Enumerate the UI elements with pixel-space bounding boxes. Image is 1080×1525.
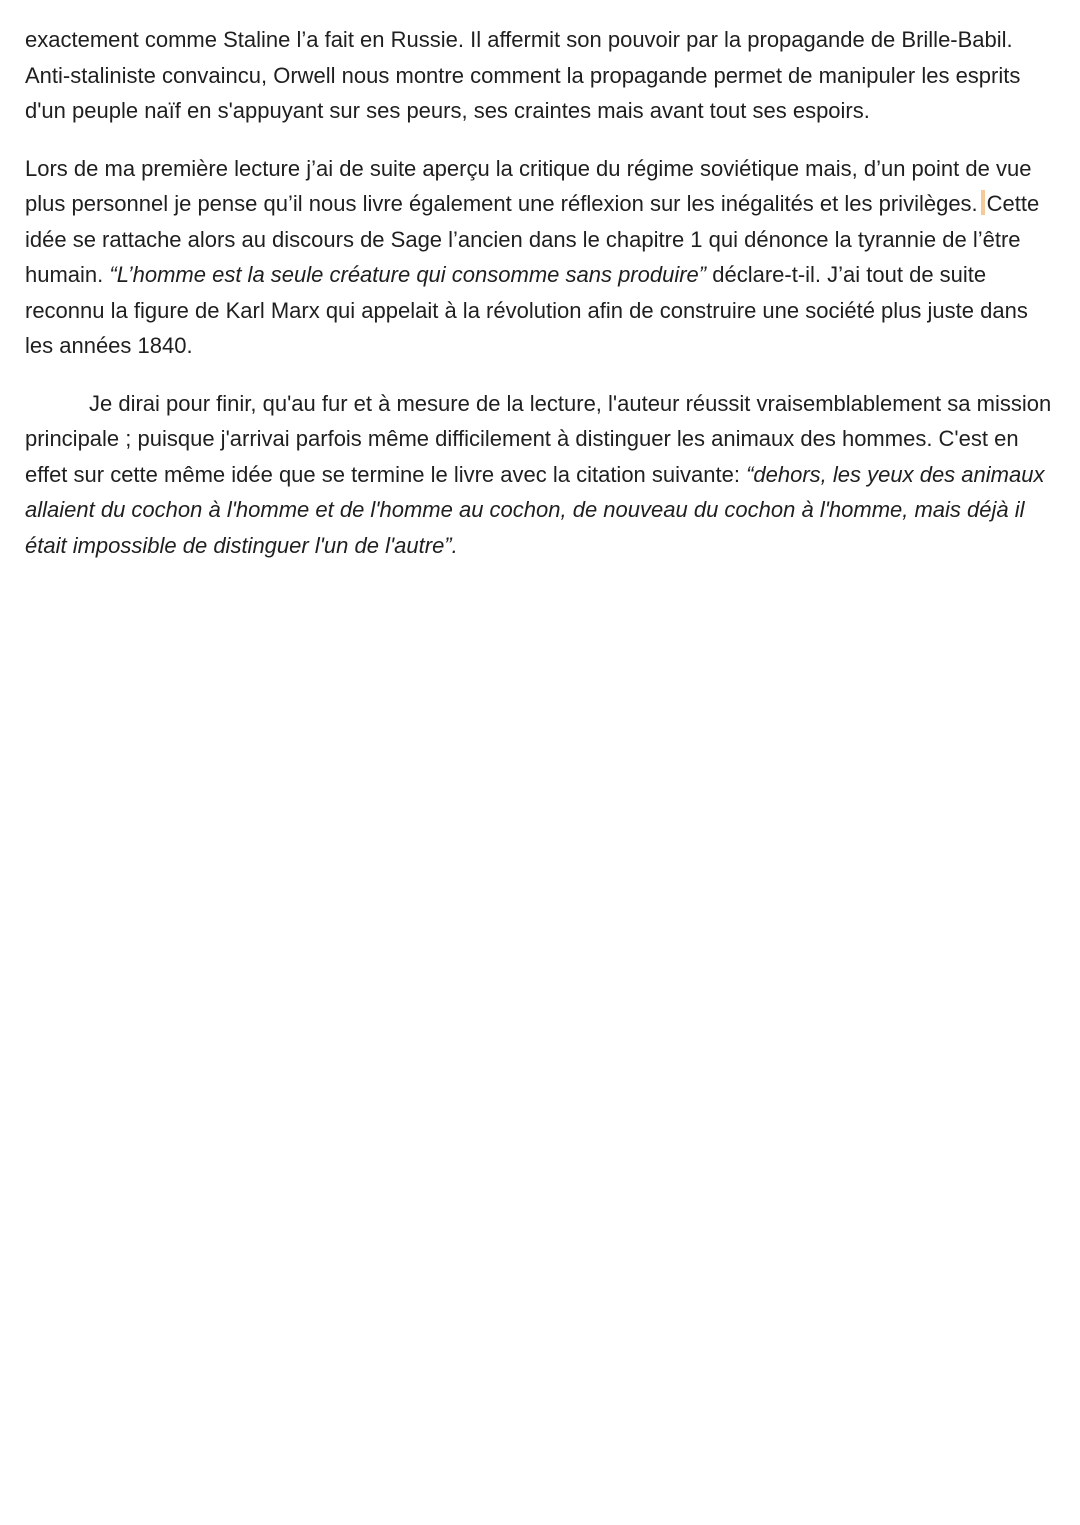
paragraph-3 — [25, 386, 1055, 564]
paragraph-2-text-a: Lors de ma première lecture j’ai de suite aperçu la critique du régime soviétique mais, d’un point de vue plus personnel je pense qu’il nous livre également une réflexion sur les inégalités et les privilèges. — [25, 155, 1032, 216]
paragraph-3-text: Je dirai pour finir, qu'au fur et à mesure de la lecture, l'auteur réussit vraisemblablement sa mission principale ; puisque j'arrivai parfois même difficilement à distinguer les animaux des hommes. C'est en effet sur cette même idée que se termine le livre avec la citation suivante: — [25, 390, 1052, 487]
paragraph-1: exactement comme Staline l’a fait en Russie. Il affermit son pouvoir par la propagande de Brille-Babil. Anti-staliniste convaincu, Orwell nous montre comment la propagande permet de manipuler les esprits d'un peuple naïf en s'appuyant sur ses peurs, ses craintes mais avant tout ses espoirs. — [25, 27, 1021, 123]
closing-quote: “dehors, les yeux des animaux allaient du cochon à l'homme et de l'homme au cochon, de nouveau du cochon à l'homme, mais déjà il était impossible de distinguer l'un de l'autre”. — [25, 461, 1045, 558]
paragraph-2-text-b: Cette idée se rattache alors au discours de Sage l’ancien dans le chapitre 1 qui dénonce la tyrannie de l’être humain. — [25, 191, 1040, 287]
paragraph-2 — [25, 151, 1055, 364]
text-cursor-highlight — [981, 190, 985, 215]
marx-quote: “L’homme est la seule créature qui consomme sans produire” — [109, 262, 707, 287]
document-page — [25, 22, 1055, 585]
paragraph-2-text-c: déclare-t-il. J’ai tout de suite reconnu la figure de Karl Marx qui appelait à la révolution afin de construire une société plus juste dans les années 1840. — [25, 262, 1028, 358]
